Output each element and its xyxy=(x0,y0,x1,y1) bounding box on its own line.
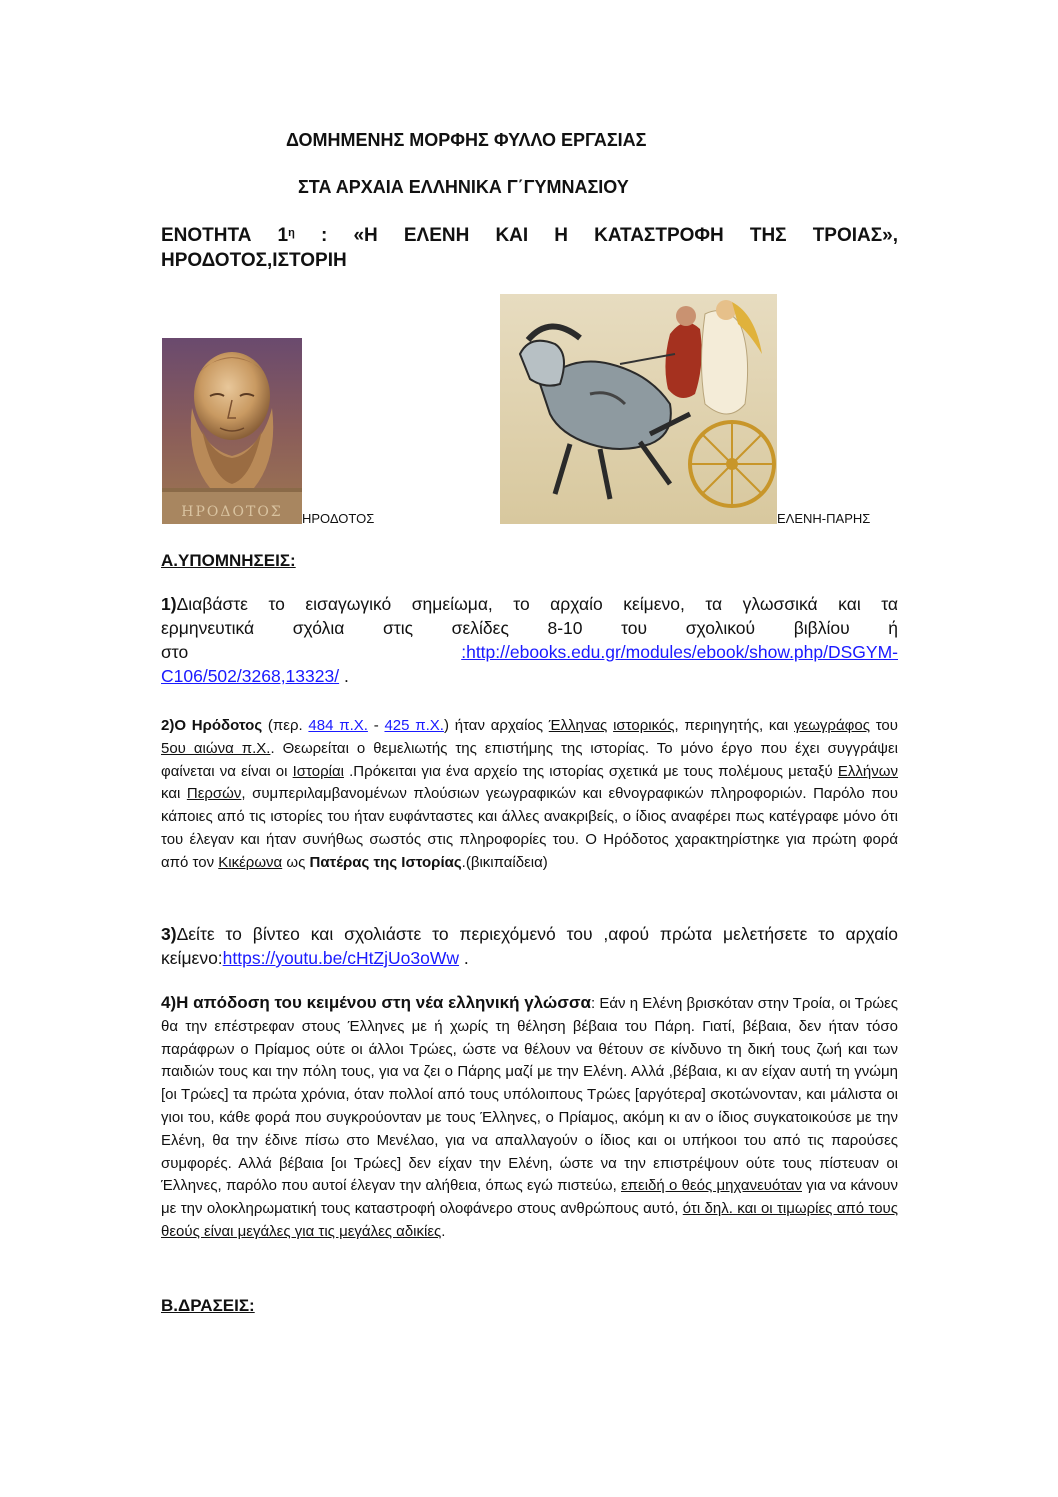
helen-paris-painting xyxy=(500,294,777,524)
link-ellinon[interactable]: Ελλήνων xyxy=(837,762,898,780)
herodotus-bust-image xyxy=(162,338,302,524)
ebook-link-cont[interactable]: C106/502/3268,13323/ xyxy=(161,666,340,686)
link-hellenas[interactable]: Έλληνας xyxy=(548,717,608,734)
link-geografos[interactable]: γεωγράφος xyxy=(794,717,870,734)
herodotus-caption: ΗΡΟΔΟΤΟΣ xyxy=(302,511,375,526)
link-484bc[interactable]: 484 π.Χ. xyxy=(308,717,368,734)
link-istorikos[interactable]: ιστορικός xyxy=(613,717,675,734)
link-kikerona[interactable]: Κικέρωνα xyxy=(218,853,283,871)
paragraph-3: 3)Δείτε το βίντεο και σχολιάστε το περιεχόμενό του ,αφού πρώτα μελετήσετε το αρχαίο κείμενο:https://youtu.be/cHtZjUo3oWw . xyxy=(161,924,898,968)
unit-title: ΕΝΟΤΗΤΑ $1^\eta$ : «Η ΕΛΕΝΗ ΚΑΙ Η ΚΑΤΑΣΤΡΟΦΗ ΤΗΣ ΤΡΟΙΑΣ», xyxy=(161,225,899,246)
paragraph-1: 1)Διαβάστε το εισαγωγικό σημείωμα, το αρχαίο κείμενο, τα γλωσσικά και τα ερμηνευτικά σχόλια στις σελίδες 8-10 του σχολικού βιβλίου ή στο :http://ebooks.edu.gr/modules/ebook/show.php/DSGYM- C106/502/3268,13323/ . xyxy=(161,594,898,686)
title-line-1: ΔΟΜΗΜΕΝΗΣ ΜΟΡΦΗΣ ΦΥΛΛΟ ΕΡΓΑΣΙΑΣ xyxy=(286,130,647,150)
youtube-link[interactable]: https://youtu.be/cHtZjUo3oWw xyxy=(222,948,460,968)
ebook-link[interactable]: :http://ebooks.edu.gr/modules/ebook/show.php/DSGYM- xyxy=(461,642,898,662)
link-5th-century[interactable]: 5ου αιώνα π.Χ. xyxy=(161,739,271,757)
link-425bc[interactable]: 425 π.Χ. xyxy=(384,717,444,734)
section-b-heading: Β.ΔΡΑΣΕΙΣ: xyxy=(161,1296,255,1315)
paragraph-2: 2)Ο Ηρόδοτος (περ. 484 π.Χ. - 425 π.Χ.) ήταν αρχαίος Έλληνας ιστορικός, περιηγητής, και γεωγράφος του 5ου αιώνα π.Χ.. Θεωρείται ο θεμελιωτής της επιστήμης της ιστορίας. Το μόνο έργο που έχει συγγράψει φαίνεται να είναι οι Ιστορίαι .Πρόκειται για ένα αρχείο της ιστορίας σχετικά με τους πολέμους μεταξύ Ελλήνων και Περσών, συμπεριλαμβανομένων πλούσιων γεωγραφικών και εθνογραφικών πληροφοριών. Παρόλο που κάποιες από τις ιστορίες του ήταν ευφάνταστες και άλλες ανακριβείς, ο ίδιος αναφέρει πως κατέγραφε μόνο ότι του έλεγαν και ήταν συνήθως σωστός στις πληροφορίες του. Ο Ηρόδοτος χαρακτηρίστηκε για πρώτη φορά από τον Κικέρωνα ως Πατέρας της Ιστορίας.(βικιπαίδεια) xyxy=(161,717,898,871)
title-line-2: ΣΤΑ ΑΡΧΑΙΑ ΕΛΛΗΝΙΚΑ Γ΄ΓΥΜΝΑΣΙΟΥ xyxy=(298,177,629,197)
unit-subtitle: ΗΡΟΔΟΤΟΣ,ΙΣΤΟΡΙΗ xyxy=(161,250,347,271)
link-istoriai[interactable]: Ιστορίαι xyxy=(292,762,344,780)
paragraph-4: 4)Η απόδοση του κειμένου στη νέα ελληνική γλώσσα: Εάν η Ελένη βρισκόταν στην Τροία, οι Τρώες θα την επέστρεφαν στους Έλληνες με ή χωρίς τη θέληση βέβαια του Πάρη. Γιατί, βέβαια, δεν ήταν τόσο παράφρων ο Πρίαμος ούτε οι άλλοι Τρώες, ώστε να θέλουν να θέτουν σε κίνδυνο τη δική τους ζωή και των παιδιών τους και την πόλη τους, για να ζει ο Πάρης μαζί με την Ελένη. Αλλά ,βέβαια, κι αν είχαν αυτή τη γνώμη [οι Τρώες] τα πρώτα χρόνια, όταν πολλοί από τους υπόλοιπους Τρώες [αργότερα] σκοτώνονταν, και μάλιστα οι γιοι του, κάθε φορά που συγκρούονταν με τους Έλληνες, ο Πρίαμος, ακόμη κι αν ο ίδιος συγκατοικούσε με την Ελένη, θα την έδινε πίσω στο Μενέλαο, για να απαλλαγούν ο ίδιος και οι υπήκοοι του από τις παρούσες συμφορές. Αλλά βέβαια [οι Τρώες] δεν είχαν την Ελένη, ώστε να την επιστρέψουν ούτε τους πίστευαν οι Έλληνες, παρόλο που αυτοί έλεγαν την αλήθεια, όπως εγώ πιστεύω, επειδή ο θεός μηχανευόταν για να κάνουν με την ολοκληρωματική τους καταστροφή ολοφάνερο στους ανθρώπους αυτό, ότι δηλ. και οι τιμωρίες από τους θεούς είναι μεγάλες για τις μεγάλες αδικίες. xyxy=(161,993,899,1240)
bust-inscription: ΗΡΟΔΟΤΟΣ xyxy=(181,504,283,520)
section-a-heading: Α.ΥΠΟΜΝΗΣΕΙΣ: xyxy=(161,551,296,570)
link-person[interactable]: Περσών xyxy=(186,785,242,803)
helen-paris-caption: ΕΛΕΝΗ-ΠΑΡΗΣ xyxy=(777,511,871,526)
